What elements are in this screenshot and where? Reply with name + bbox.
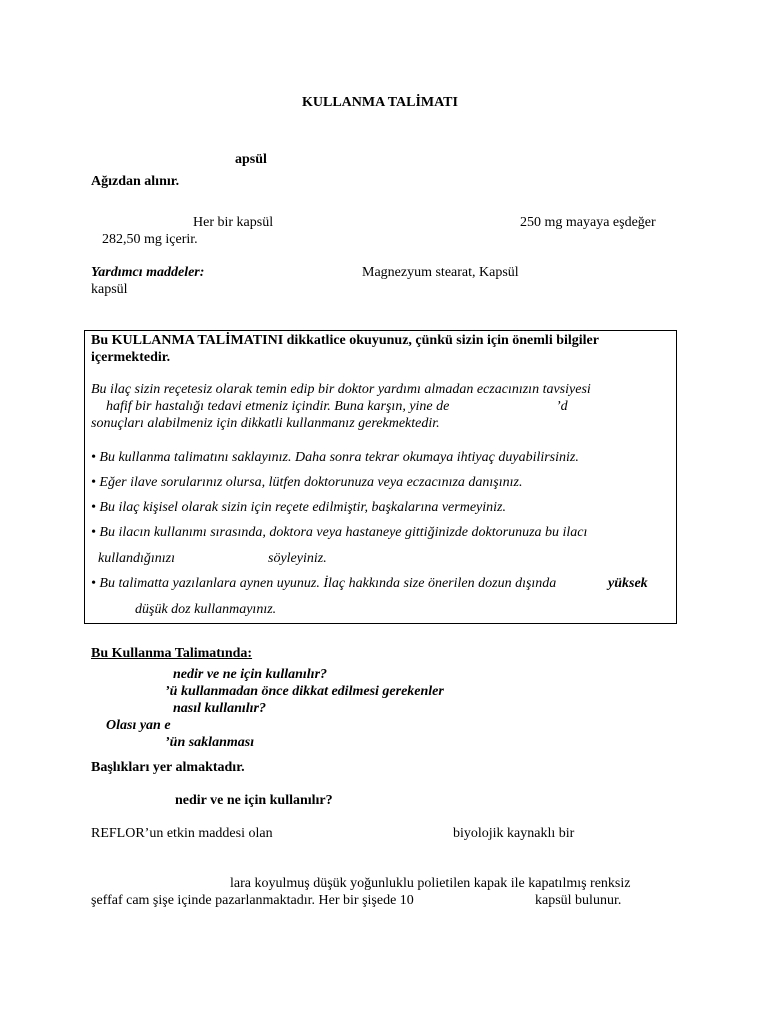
section-1-line3a: şeffaf cam şişe içinde pazarlanmaktadır. Her bir şişede 10 [91,893,414,908]
toc-item-5: ’ün saklanması [165,735,255,750]
notice-para-line1: Bu ilaç sizin reçetesiz olarak temin edip bir doktor yardımı almadan eczacınızın tavsiyesi [91,382,591,397]
notice-bullet-5-line2: düşük doz kullanmayınız. [135,602,277,617]
notice-bullet-4-line2a: kullandığınızı [98,551,175,566]
notice-bullet-2: • Eğer ilave sorularınız olursa, lütfen doktorunuza veya eczacınıza danışınız. [91,475,523,490]
toc-item-4: Olası yan e [106,718,171,733]
excipients-cont: kapsül [91,282,128,297]
notice-bullet-4-line2b: söyleyiniz. [268,551,327,566]
toc-heading: Bu Kullanma Talimatında: [91,646,253,661]
notice-bullet-4-line1: • Bu ilacın kullanımı sırasında, doktora veya hastaneye gittiğinizde doktorunuza bu ilacı [91,525,588,540]
toc-item-2: ’ü kullanmadan önce dikkat edilmesi gerekenler [165,684,444,699]
section-1-line1b: biyolojik kaynaklı bir [453,826,575,841]
section-1-line2: lara koyulmuş düşük yoğunluklu polietilen kapak ile kapatılmış renksiz [230,876,631,891]
toc-footer: Başlıkları yer almaktadır. [91,760,245,775]
notice-para-line3: sonuçları alabilmeniz için dikkatli kullanmanız gerekmektedir. [91,416,440,431]
notice-bullet-5-line1: • Bu talimatta yazılanlara aynen uyunuz. İlaç hakkında size önerilen dozun dışında [91,576,557,591]
notice-para-line2: hafif bir hastalığı tedavi etmeniz içindir. Buna karşın, yine de [106,399,450,414]
section-1-line3b: kapsül bulunur. [535,893,622,908]
excipients-label: Yardımcı maddeler: [91,265,205,280]
notice-bullet-3: • Bu ilaç kişisel olarak sizin için reçete edilmiştir, başkalarına vermeyiniz. [91,500,506,515]
excipients-value: Magnezyum stearat, Kapsül [362,265,519,280]
route-of-administration: Ağızdan alınır. [91,174,180,189]
toc-item-1: nedir ve ne için kullanılır? [173,667,328,682]
dosage-form: apsül [235,152,267,167]
notice-heading-line1: Bu KULLANMA TALİMATINI dikkatlice okuyunuz, çünkü sizin için önemli bilgiler [91,333,599,348]
active-ingredient-amount-cont: 282,50 mg içerir. [102,232,198,247]
active-ingredient-amount: 250 mg mayaya eşdeğer [520,215,656,230]
section-1-heading: nedir ve ne için kullanılır? [175,793,333,808]
notice-heading-line2: içermektedir. [91,350,171,365]
notice-para-line2-suffix: ’d [556,399,568,414]
active-ingredient-prefix: Her bir kapsül [193,215,274,230]
section-1-line1a: REFLOR’un etkin maddesi olan [91,826,273,841]
notice-bullet-1: • Bu kullanma talimatını saklayınız. Daha sonra tekrar okumaya ihtiyaç duyabilirsiniz. [91,450,579,465]
notice-bullet-5-emphasis: yüksek [608,576,648,591]
toc-item-3: nasıl kullanılır? [173,701,266,716]
page-title: KULLANMA TALİMATI [302,95,458,110]
